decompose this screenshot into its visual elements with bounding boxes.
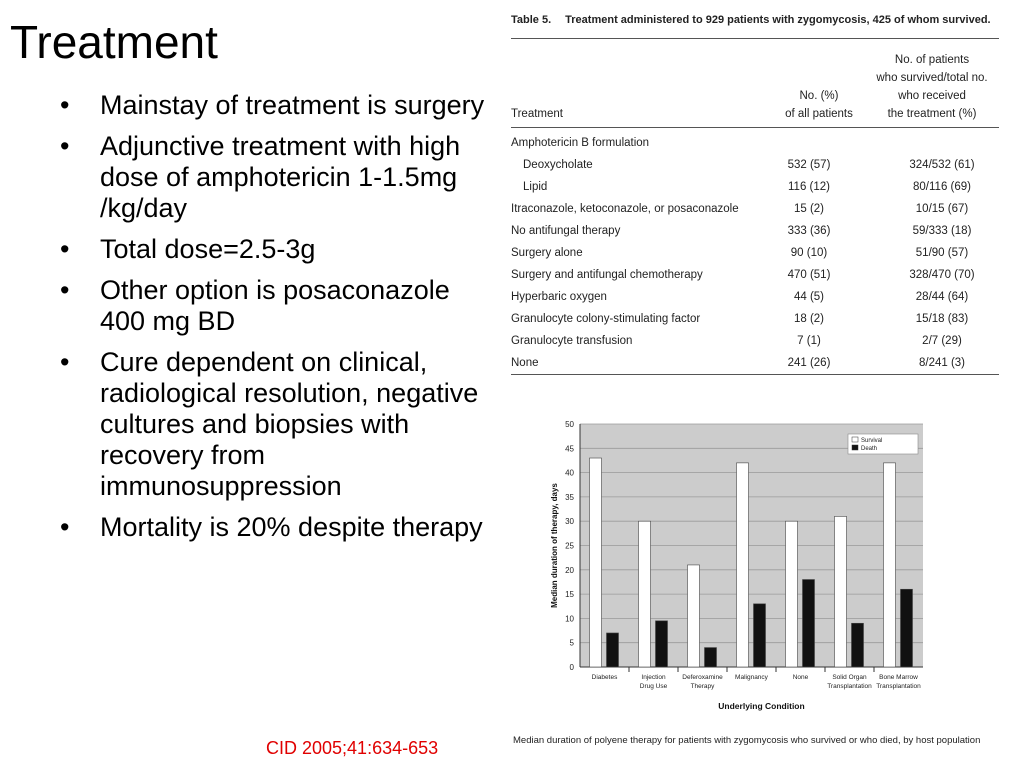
bar-survival bbox=[884, 463, 896, 667]
y-tick-label: 10 bbox=[565, 614, 574, 624]
cell-all-patients bbox=[773, 128, 865, 155]
bullet-glyph: • bbox=[60, 90, 70, 120]
cell-all-patients: 18 (2) bbox=[793, 313, 825, 325]
cell-survived: 80/116 (69) bbox=[913, 181, 971, 193]
bullet-text: Adjunctive treatment with high dose of amphotericin 1-1.5mg /kg/day bbox=[100, 131, 461, 223]
table-row bbox=[511, 128, 999, 155]
bar-death bbox=[705, 648, 717, 667]
cell-treatment: None bbox=[511, 357, 539, 369]
bullet-item bbox=[60, 347, 500, 502]
bar-survival bbox=[590, 458, 602, 667]
cell-treatment: No antifungal therapy bbox=[511, 225, 621, 237]
bar-survival bbox=[737, 463, 749, 667]
cell-survived: 10/15 (67) bbox=[915, 203, 969, 215]
y-tick-label: 45 bbox=[565, 444, 574, 454]
table-row bbox=[511, 242, 999, 264]
cell-survived bbox=[865, 128, 999, 155]
y-tick-label: 20 bbox=[565, 565, 574, 575]
bar-death bbox=[852, 623, 864, 667]
bar-death bbox=[754, 604, 766, 667]
bullet-item bbox=[60, 234, 500, 265]
bar-survival bbox=[786, 521, 798, 667]
bullet-text: Mainstay of treatment is surgery bbox=[100, 90, 485, 120]
bullet-item bbox=[60, 512, 500, 543]
header-treatment bbox=[511, 39, 773, 128]
treatment-table-figure bbox=[511, 12, 999, 375]
legend-label-death: Death bbox=[861, 446, 878, 452]
header-survived-line3: who received bbox=[898, 90, 966, 102]
cell-all-patients: 44 (5) bbox=[793, 291, 825, 303]
cell-survived: 8/241 (3) bbox=[918, 357, 966, 369]
bullet-text: Mortality is 20% despite therapy bbox=[100, 512, 483, 542]
bullet-text: Cure dependent on clinical, radiological resolution, negative cultures and biopsies with recovery from immunosuppression bbox=[100, 347, 479, 501]
bullet-glyph: • bbox=[60, 234, 70, 264]
citation: CID 2005;41:634-653 bbox=[266, 738, 439, 758]
x-tick-label: Diabetes bbox=[591, 674, 618, 681]
chart-caption: Median duration of polyene therapy for patients with zygomycosis who survived or who died, by host population bbox=[513, 735, 981, 746]
table-row bbox=[511, 220, 999, 242]
header-all-patients bbox=[773, 39, 865, 128]
cell-all-patients: 241 (26) bbox=[787, 357, 831, 369]
cell-treatment: Itraconazole, ketoconazole, or posaconazole bbox=[511, 203, 739, 215]
table-row bbox=[511, 264, 999, 286]
bar-survival bbox=[688, 565, 700, 667]
bullet-text: Total dose=2.5-3g bbox=[100, 234, 316, 264]
bar-death bbox=[656, 621, 668, 667]
header-survived bbox=[865, 39, 999, 128]
cell-treatment: Surgery alone bbox=[511, 247, 583, 259]
cell-survived: 59/333 (18) bbox=[912, 225, 972, 237]
table-row bbox=[511, 308, 999, 330]
bar-death bbox=[607, 633, 619, 667]
table-row bbox=[511, 352, 999, 375]
cell-treatment: Granulocyte colony-stimulating factor bbox=[511, 313, 701, 325]
header-survived-line1: No. of patients bbox=[894, 54, 970, 66]
y-tick-label: 50 bbox=[565, 420, 574, 429]
bullet-glyph: • bbox=[60, 347, 70, 377]
cell-survived: 28/44 (64) bbox=[915, 291, 969, 303]
cell-treatment: Granulocyte transfusion bbox=[511, 335, 633, 347]
header-survived-line4: the treatment (%) bbox=[887, 108, 977, 120]
cell-survived: 324/532 (61) bbox=[909, 159, 975, 171]
cell-treatment: Deoxycholate bbox=[523, 159, 593, 171]
bullet-item bbox=[60, 90, 500, 121]
x-tick-label: Drug Use bbox=[639, 683, 668, 690]
x-tick-label: Bone Marrow bbox=[879, 674, 918, 681]
y-tick-label: 25 bbox=[565, 541, 574, 551]
bar-death bbox=[901, 589, 913, 667]
cell-survived: 15/18 (83) bbox=[915, 313, 969, 325]
x-tick-label: Deferoxamine bbox=[682, 674, 723, 681]
table-caption bbox=[511, 12, 999, 28]
table-number: Table 5. bbox=[511, 14, 552, 26]
x-tick-label: Therapy bbox=[690, 683, 715, 690]
x-axis-title: Underlying Condition bbox=[718, 701, 805, 711]
y-tick-label: 0 bbox=[569, 663, 574, 672]
y-tick-label: 15 bbox=[565, 590, 574, 600]
legend-swatch-survival bbox=[852, 437, 858, 442]
cell-all-patients: 116 (12) bbox=[788, 181, 830, 193]
table-row bbox=[511, 198, 999, 220]
y-tick-label: 40 bbox=[565, 468, 574, 478]
x-tick-label: Transplantation bbox=[876, 683, 921, 690]
y-axis-title: Median duration of therapy, days bbox=[550, 483, 559, 608]
cell-treatment: Lipid bbox=[523, 181, 548, 193]
bullet-list bbox=[60, 90, 500, 553]
x-tick-label: Injection bbox=[641, 674, 666, 681]
bar-death bbox=[803, 580, 815, 667]
header-survived-line2: who survived/total no. bbox=[876, 72, 988, 84]
x-tick-label: None bbox=[792, 674, 809, 681]
table-caption-text: Treatment administered to 929 patients with zygomycosis, 425 of whom survived. bbox=[565, 14, 991, 26]
table-row bbox=[511, 176, 999, 198]
bullet-text: Other option is posaconazole 400 mg BD bbox=[100, 275, 450, 336]
cell-treatment: Surgery and antifungal chemotherapy bbox=[511, 269, 703, 281]
legend-label-survival: Survival bbox=[861, 438, 883, 444]
header-all-line1: No. (%) bbox=[799, 90, 839, 102]
cell-survived: 2/7 (29) bbox=[922, 335, 962, 347]
x-tick-label: Transplantation bbox=[827, 683, 872, 690]
cell-all-patients: 7 (1) bbox=[797, 335, 821, 347]
cell-treatment: Amphotericin B formulation bbox=[511, 137, 650, 149]
cell-survived: 328/470 (70) bbox=[909, 269, 975, 281]
x-tick-label: Solid Organ bbox=[832, 674, 867, 681]
legend-swatch-death bbox=[852, 445, 858, 450]
header-all-line2: of all patients bbox=[785, 108, 853, 120]
bar-survival bbox=[639, 521, 651, 667]
treatment-table bbox=[511, 38, 999, 375]
cell-survived: 51/90 (57) bbox=[915, 247, 969, 259]
table-header-row bbox=[511, 39, 999, 128]
therapy-duration-chart bbox=[510, 412, 980, 722]
table-row bbox=[511, 286, 999, 308]
cell-all-patients: 470 (51) bbox=[787, 269, 831, 281]
table-row bbox=[511, 154, 999, 176]
table-body bbox=[511, 128, 999, 375]
y-tick-label: 30 bbox=[565, 517, 574, 527]
y-tick-label: 5 bbox=[569, 638, 574, 648]
bullet-glyph: • bbox=[60, 275, 70, 305]
table-row bbox=[511, 330, 999, 352]
y-tick-label: 35 bbox=[565, 492, 574, 502]
legend-box bbox=[848, 434, 918, 454]
x-tick-label: Malignancy bbox=[735, 674, 768, 681]
slide-title: Treatment bbox=[10, 16, 218, 68]
cell-all-patients: 90 (10) bbox=[790, 247, 828, 259]
cell-all-patients: 532 (57) bbox=[787, 159, 831, 171]
bullet-glyph: • bbox=[60, 512, 70, 542]
header-treatment-label: Treatment bbox=[511, 108, 563, 120]
bullet-item bbox=[60, 131, 500, 224]
bar-survival bbox=[835, 516, 847, 667]
cell-all-patients: 333 (36) bbox=[787, 225, 831, 237]
cell-all-patients: 15 (2) bbox=[793, 203, 825, 215]
cell-treatment: Hyperbaric oxygen bbox=[511, 291, 607, 303]
bullet-glyph: • bbox=[60, 131, 70, 161]
bullet-item bbox=[60, 275, 500, 337]
